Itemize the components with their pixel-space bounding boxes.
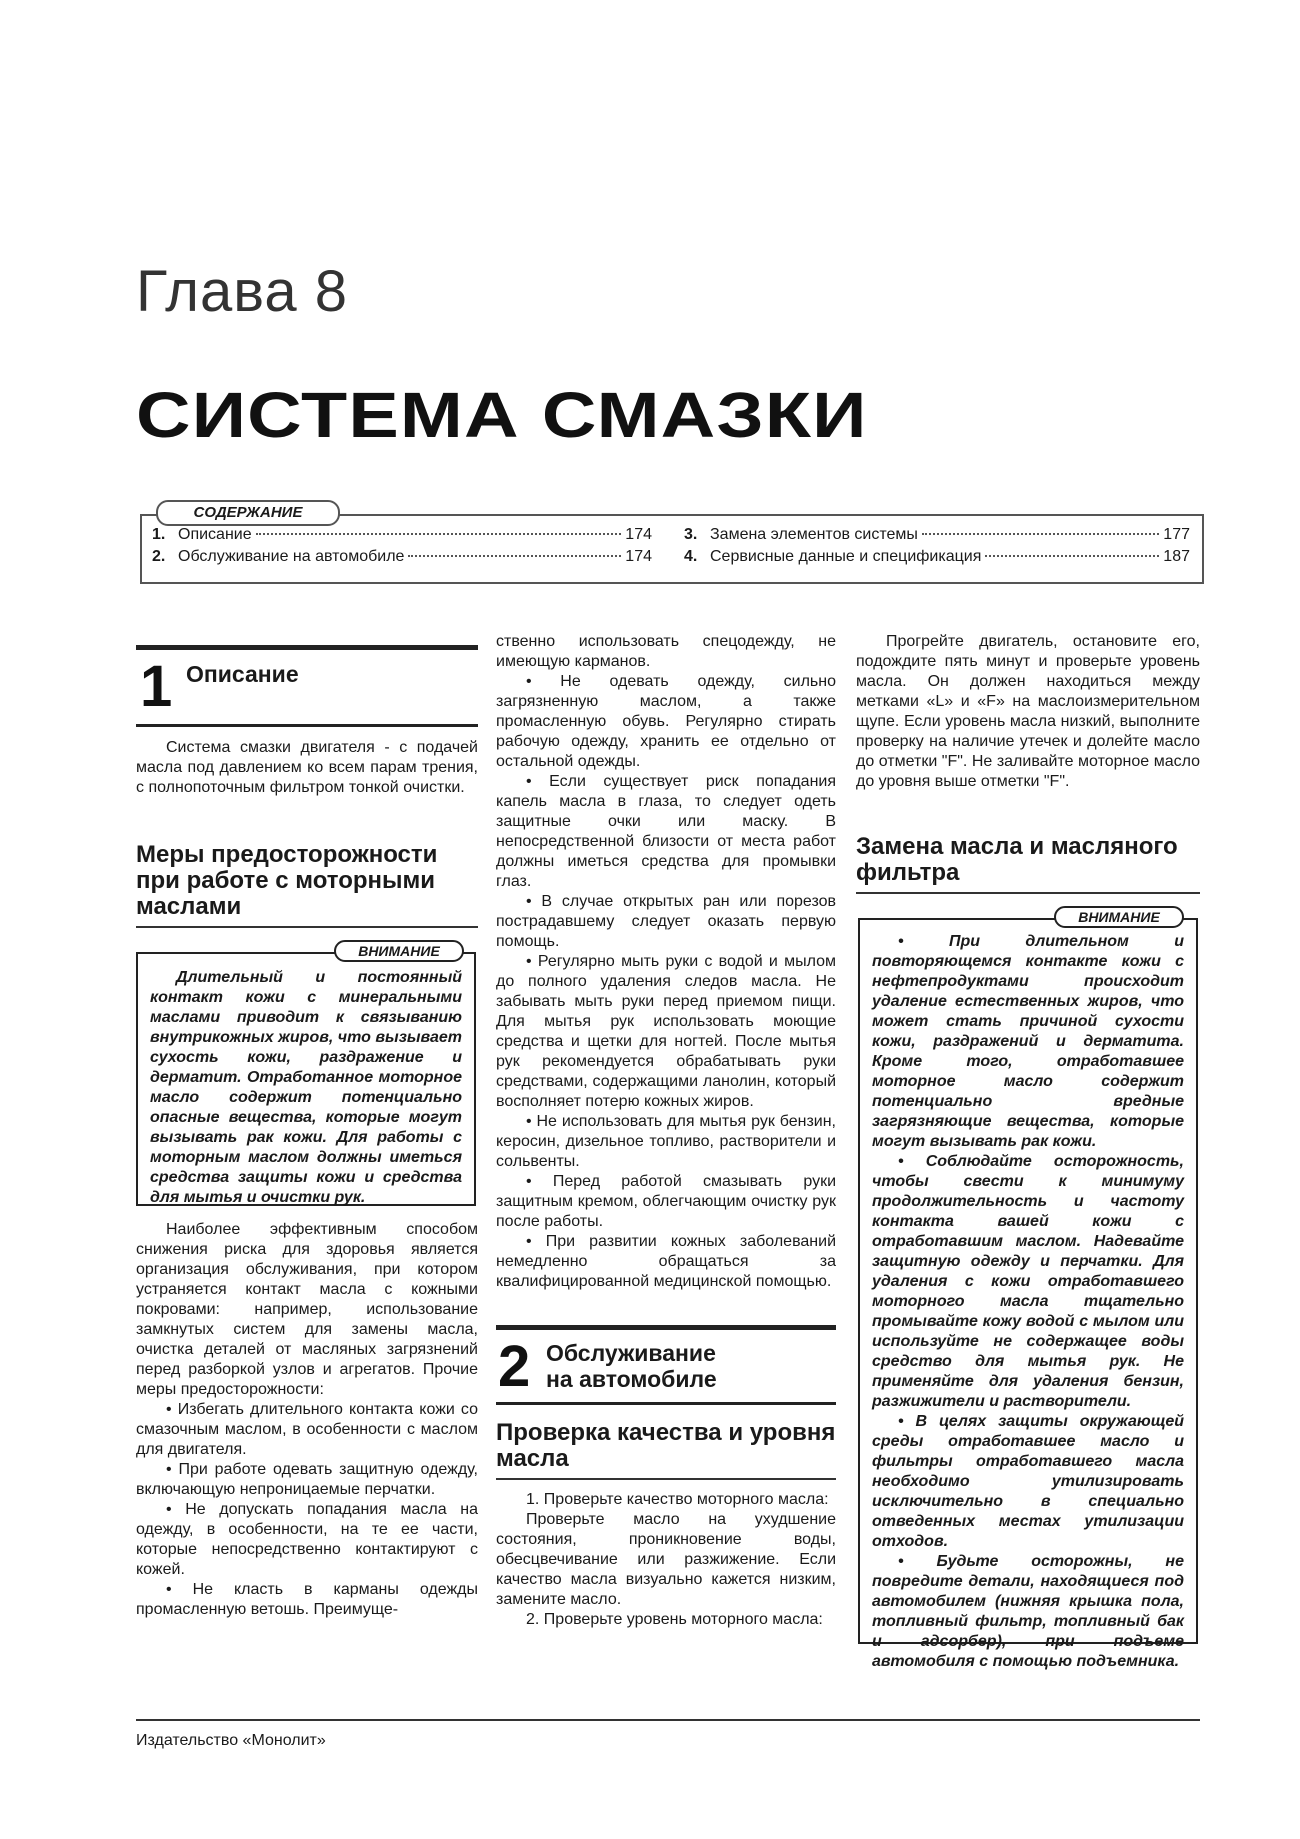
toc-leader [922, 533, 1159, 535]
section-1-title: Описание [186, 661, 299, 687]
section-1-top-rule [136, 645, 478, 650]
toc-leader [985, 555, 1159, 557]
check-oil-heading: Проверка качества и уровня масла [496, 1419, 836, 1472]
section-1-bottom-rule [136, 724, 478, 727]
list-item: • При длительном и повторяющемся контакте кожи с нефтепродуктами происходит удаление естественных жиров, что может стать причиной сухости кожи, раздражений и дерматита. Кроме того, отработавшее моторное масло содержит потенциально вредные загрязняющие вещества, которые могут вызывать рак кожи. [872, 933, 1184, 1150]
list-item: • Не допускать попадания масла на одежду, в особенности, на те ее части, которые непосредственно контактируют с кожей. [136, 1501, 478, 1578]
toc-item-text: Описание [178, 526, 252, 543]
list-item: • В целях защиты окружающей среды отработавшее масло и фильтры отработавшего масла необходимо утилизировать исключительно в специально отведенных местах утилизации отходов. [872, 1413, 1184, 1550]
toc-item-page: 174 [625, 548, 652, 565]
toc-item[interactable] [684, 548, 1190, 566]
toc-item-num: 4. [684, 548, 698, 565]
section-1-intro [136, 738, 478, 798]
list-item: • Соблюдайте осторожность, чтобы свести к минимуму продолжительность и частоту контакта вашей кожи с отработавшим маслом. Надевайте защитную одежду и перчатки. Для удаления с кожи отработавшего моторного масла тщательно промывайте кожу водой с мылом или используйте не содержащее воды средство для мытья рук. Не применяйте для удаления бензин, разжижители и растворители. [872, 1153, 1184, 1410]
chapter-label: Глава 8 [136, 259, 349, 324]
list-item: • При работе одевать защитную одежду, включающую непроницаемые перчатки. [136, 1461, 478, 1498]
paragraph: Система смазки двигателя - с подачей масла под давлением ко всем парам трения, с полнопоточным фильтром тонкой очистки. [136, 739, 478, 796]
list-item: • Избегать длительного контакта кожи со смазочным маслом, в особенности с маслом для двигателя. [136, 1401, 478, 1458]
precautions-list [136, 1220, 478, 1620]
toc-leader [256, 533, 622, 535]
toc-item-page: 187 [1163, 548, 1190, 565]
page-title: СИСТЕМА СМАЗКИ [136, 379, 868, 451]
step-text: Проверьте качество моторного масла: [543, 1491, 829, 1508]
warning-label: ВНИМАНИЕ [1054, 906, 1184, 928]
publisher-footer: Издательство «Монолит» [136, 1732, 326, 1749]
toc-item[interactable] [152, 526, 652, 544]
section-2-number: 2 [498, 1334, 531, 1399]
step-item [496, 1610, 836, 1630]
section-1-number: 1 [140, 654, 173, 719]
step-item [496, 1510, 836, 1610]
paragraph: Длительный и постоянный контакт кожи с минеральными маслами приводит к связыванию внутрикожных жиров, что вызывает сухость кожи, раздражение и дерматит. Отработанное моторное масло содержит потенциально опасные вещества, которые могут вызывать рак кожи. Для работы с моторным маслом должны иметься средства защиты кожи и средства для мытья и очистки рук. [150, 969, 462, 1206]
oil-change-heading: Замена масла и масляного фильтра [856, 833, 1178, 886]
warning-text [872, 932, 1184, 1672]
list-item: • Будьте осторожны, не повредите детали, находящиеся под автомобилем (нижняя крышка пола, топливный фильтр, топливный бак и адсорбер), при подъеме автомобиля с помощью подъемника. [872, 1553, 1184, 1670]
precautions-list-continued [496, 632, 836, 1292]
list-item: • Перед работой смазывать руки защитным кремом, облегчающим очистку рук после работы. [496, 1173, 836, 1230]
toc-item-num: 1. [152, 526, 166, 543]
toc-item-page: 174 [625, 526, 652, 543]
list-item: • Не использовать для мытья рук бензин, керосин, дизельное топливо, растворители и сольвенты. [496, 1113, 836, 1170]
step-text: Проверьте масло на ухудшение состояния, проникновение воды, обесцвечивание или разжижение. Если качество масла визуально кажется низким, замените масло. [496, 1511, 836, 1608]
heading-rule [136, 926, 478, 928]
list-item: • Не одевать одежду, сильно загрязненную маслом, а также промасленную обувь. Регулярно стирать рабочую одежду, хранить ее отдельно от остальной одежды. [496, 673, 836, 770]
toc-item-text: Сервисные данные и спецификация [710, 548, 982, 565]
toc-label: СОДЕРЖАНИЕ [156, 500, 340, 526]
check-oil-steps [496, 1490, 836, 1630]
toc-leader [408, 555, 621, 557]
toc-item-page: 177 [1163, 526, 1190, 543]
warning-text [150, 968, 462, 1208]
paragraph: Прогрейте двигатель, остановите его, подождите пять минут и проверьте уровень масла. Он должен находиться между метками «L» и «F» на маслоизмерительном щупе. Если уровень масла низкий, выполните проверку на наличие утечек и долейте масло до отметки "F". Не заливайте моторное масло до уровня выше отметки "F". [856, 633, 1200, 790]
toc-item-text: Замена элементов системы [710, 526, 918, 543]
step-text: Проверьте уровень моторного масла: [543, 1611, 823, 1628]
section-2-bottom-rule [496, 1402, 836, 1405]
step-number: 2. [526, 1611, 540, 1628]
toc-item-num: 3. [684, 526, 698, 543]
toc-item[interactable] [152, 548, 652, 566]
list-item: • Если существует риск попадания капель масла в глаза, то следует одеть защитные очки или маску. В непосредственной близости от места работ должны иметься средства для промывки глаз. [496, 773, 836, 890]
oil-level-text [856, 632, 1200, 792]
step-item [496, 1490, 836, 1510]
precautions-heading: Меры предосторожности при работе с моторными маслами [136, 841, 438, 920]
toc-item[interactable] [684, 526, 1190, 544]
paragraph: Наиболее эффективным способом снижения риска для здоровья является организация обслуживания, при котором устраняется контакт масла с кожными покровами: например, использование замкнутых систем для замены масла, очистка деталей от масляных загрязнений перед разборкой узлов и агрегатов. Прочие меры предосторожности: [136, 1221, 478, 1398]
section-2-top-rule [496, 1325, 836, 1330]
list-item: • В случае открытых ран или порезов пострадавшему следует оказать первую помощь. [496, 893, 836, 950]
list-item: • При развитии кожных заболеваний немедленно обращаться за квалифицированной медицинской помощью. [496, 1233, 836, 1290]
list-item: • Не класть в карманы одежды промасленную ветошь. Преимуще- [136, 1581, 478, 1618]
heading-rule [496, 1478, 836, 1480]
footer-rule [136, 1719, 1200, 1721]
heading-rule [856, 892, 1200, 894]
warning-label: ВНИМАНИЕ [334, 940, 464, 962]
list-item: • Регулярно мыть руки с водой и мылом до полного удаления следов масла. Не забывать мыть руки перед приемом пищи. Для мытья рук использовать моющие средства и щетки для ногтей. После мытья рук рекомендуется обрабатывать руки средствами, содержащими ланолин, который восполняет потерю кожных жиров. [496, 953, 836, 1110]
section-2-title: Обслуживание на автомобиле [546, 1340, 717, 1392]
toc-item-num: 2. [152, 548, 166, 565]
step-number: 1. [526, 1491, 540, 1508]
paragraph: ственно использовать спецодежду, не имеющую карманов. [496, 633, 836, 670]
toc-item-text: Обслуживание на автомобиле [178, 548, 405, 565]
